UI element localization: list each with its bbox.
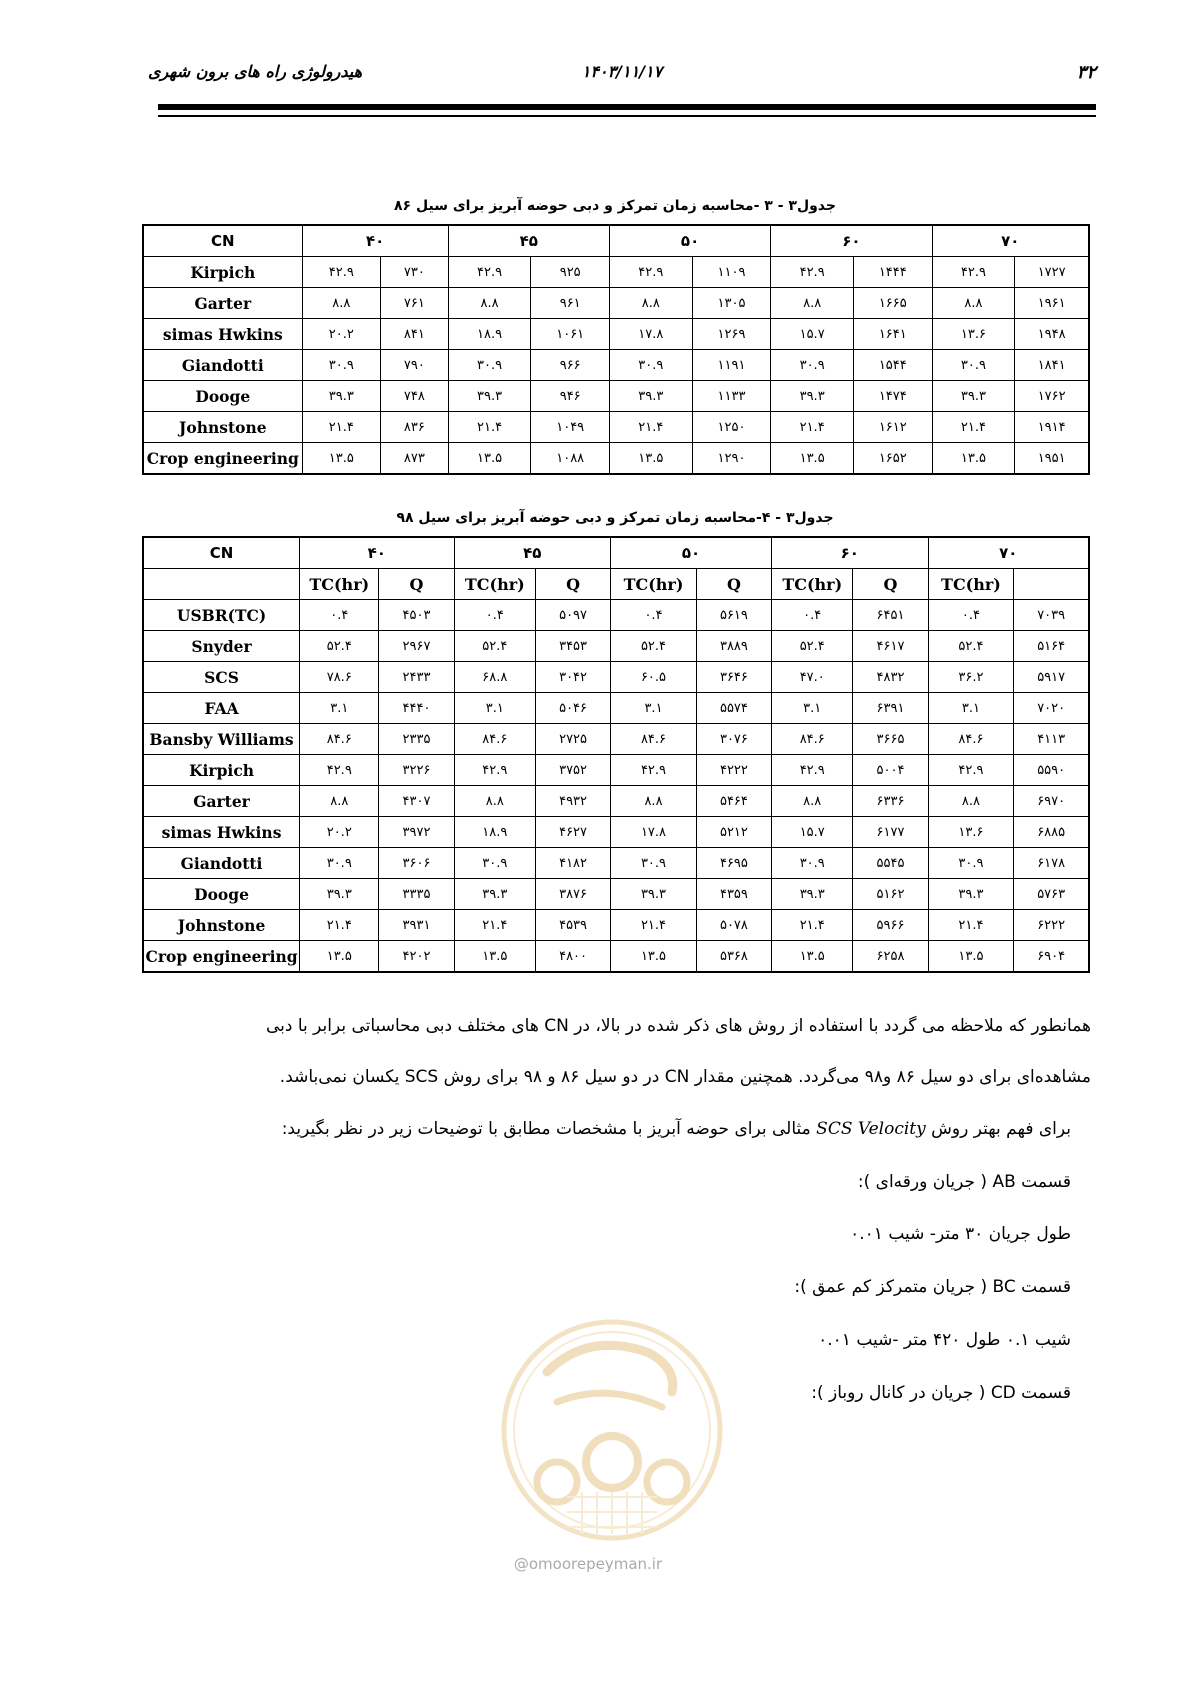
table1-cell: ۱۵۴۴ xyxy=(854,350,932,381)
table2-cell: ۳۸۸۹ xyxy=(696,631,771,662)
table2-cell: ۴۳۵۹ xyxy=(696,879,771,910)
table2-cell: ۳.۱ xyxy=(771,693,853,724)
table2-cell: ۸۴.۶ xyxy=(454,724,536,755)
table1 xyxy=(142,224,1090,475)
table1-cell: ۱۳.۵ xyxy=(771,443,854,475)
table1-cell: ۱۱۳۳ xyxy=(692,381,770,412)
table-row xyxy=(143,755,1089,786)
table2-cell: ۸۴.۶ xyxy=(611,724,697,755)
table2-subheader: TC(hr) xyxy=(611,569,697,600)
table2-cell: ۵۹۱۷ xyxy=(1014,662,1089,693)
table-row xyxy=(143,941,1089,973)
table2-cell: ۳۷۵۲ xyxy=(536,755,611,786)
table2-cell: ۶۳۳۶ xyxy=(853,786,928,817)
table2-cell: ۱۳.۵ xyxy=(611,941,697,973)
table1-cell: ۱۷۲۷ xyxy=(1015,257,1089,288)
table2-cell: ۳۶۶۵ xyxy=(853,724,928,755)
table2-cell: ۵۲.۴ xyxy=(928,631,1014,662)
table1-cn-value: ۵۰ xyxy=(609,225,770,257)
table1-cell: ۱۳.۶ xyxy=(932,319,1015,350)
table1-body xyxy=(143,225,1089,474)
table2-cell: ۳۰.۹ xyxy=(928,848,1014,879)
table2-cell: ۳۲۲۶ xyxy=(379,755,454,786)
table1-cn-header-row xyxy=(143,225,1089,257)
table1-cell: ۱۷۶۲ xyxy=(1015,381,1089,412)
table2-method-label: Kirpich xyxy=(143,755,300,786)
table2-subheader xyxy=(1014,569,1089,600)
table2-cell: ۵۴۶۴ xyxy=(696,786,771,817)
scs-velocity-term: SCS Velocity xyxy=(816,1119,926,1139)
table2-cell: ۴۵۰۳ xyxy=(379,600,454,631)
table2-cn-label: CN xyxy=(143,537,300,569)
table2-subheader: Q xyxy=(379,569,454,600)
table2-cell: ۱۳.۵ xyxy=(454,941,536,973)
table2-cell: ۸.۸ xyxy=(928,786,1014,817)
table1-cell: ۳۹.۳ xyxy=(302,381,380,412)
table2-method-label: Snyder xyxy=(143,631,300,662)
table2-cell: ۸.۸ xyxy=(611,786,697,817)
table2-method-label: Bansby Williams xyxy=(143,724,300,755)
table2 xyxy=(142,536,1090,973)
table2-cell: ۵۲.۴ xyxy=(611,631,697,662)
table2-cell: ۴۶۹۵ xyxy=(696,848,771,879)
table2-method-label: Crop engineering xyxy=(143,941,300,973)
table2-cell: ۴۱۱۳ xyxy=(1014,724,1089,755)
table2-cell: ۲۱.۴ xyxy=(771,910,853,941)
table2-method-label: Dooge xyxy=(143,879,300,910)
table2-cell: ۳۹.۳ xyxy=(928,879,1014,910)
table2-cell: ۴۱۸۲ xyxy=(536,848,611,879)
table2-cell: ۴۴۴۰ xyxy=(379,693,454,724)
table2-cell: ۰.۴ xyxy=(928,600,1014,631)
table2-cell: ۳۹.۳ xyxy=(771,879,853,910)
header-rule-thick xyxy=(158,104,1096,110)
running-title: هیدرولوژی راه های برون شهری xyxy=(148,62,363,81)
table1-cell: ۱۷.۸ xyxy=(609,319,692,350)
table2-cell: ۸.۸ xyxy=(300,786,379,817)
table1-cell: ۸.۸ xyxy=(771,288,854,319)
section-bc-detail: شیب ۰.۱ طول ۴۲۰ متر -شیب ۰.۰۱ xyxy=(818,1330,1071,1350)
table2-cell: ۴۲.۹ xyxy=(771,755,853,786)
table2-cn-value: ۶۰ xyxy=(771,537,928,569)
section-ab-detail: طول جریان ۳۰ متر- شیب ۰.۰۱ xyxy=(850,1224,1071,1244)
table1-cell: ۴۲.۹ xyxy=(448,257,531,288)
table2-method-label: simas Hwkins xyxy=(143,817,300,848)
table-row xyxy=(143,288,1089,319)
paragraph-line-1: همانطور که ملاحظه می گردد با استفاده از روش های ذکر شده در بالا، در CN های مختلف دبی محاسباتی برابر با دبی xyxy=(265,1016,1091,1036)
table2-cell: ۵۵۷۴ xyxy=(696,693,771,724)
section-ab-heading: قسمت AB ( جریان ورقه‌ای ): xyxy=(857,1172,1071,1192)
table1-method-label: Garter xyxy=(143,288,302,319)
table1-cell: ۷۴۸ xyxy=(381,381,449,412)
table2-body xyxy=(143,537,1089,972)
table2-cell: ۰.۴ xyxy=(611,600,697,631)
table2-cn-value: ۴۵ xyxy=(454,537,611,569)
table2-cell: ۱۵.۷ xyxy=(771,817,853,848)
table2-cell: ۶۱۷۷ xyxy=(853,817,928,848)
header-date: ۱۴۰۳/۱۱/۱۷ xyxy=(581,62,663,81)
table2-cell: ۱۳.۶ xyxy=(928,817,1014,848)
table2-cell: ۱۷.۸ xyxy=(611,817,697,848)
table2-cell: ۳.۱ xyxy=(928,693,1014,724)
table1-cn-value: ۶۰ xyxy=(771,225,932,257)
table2-cell: ۶۴۵۱ xyxy=(853,600,928,631)
table2-method-label: Johnstone xyxy=(143,910,300,941)
table1-cell: ۳۹.۳ xyxy=(448,381,531,412)
table2-cell: ۶۱۷۸ xyxy=(1014,848,1089,879)
table1-cell: ۳۹.۳ xyxy=(609,381,692,412)
table1-cell: ۴۲.۹ xyxy=(302,257,380,288)
table1-cell: ۲۱.۴ xyxy=(771,412,854,443)
table1-cell: ۱۹۴۸ xyxy=(1015,319,1089,350)
table2-cell: ۲۱.۴ xyxy=(300,910,379,941)
table2-cell: ۳.۱ xyxy=(300,693,379,724)
table2-cell: ۲۴۳۳ xyxy=(379,662,454,693)
table1-caption: جدول۳ - ۳ -محاسبه زمان تمرکز و دبی حوضه آبریز برای سیل ۸۶ xyxy=(394,198,836,214)
table1-cell: ۷۶۱ xyxy=(381,288,449,319)
table2-cell: ۲۱.۴ xyxy=(928,910,1014,941)
table1-cell: ۳۹.۳ xyxy=(932,381,1015,412)
table2-cn-header-row xyxy=(143,537,1089,569)
table1-cell: ۱۶۱۲ xyxy=(854,412,932,443)
table2-cell: ۳۸۷۶ xyxy=(536,879,611,910)
table1-cn-value: ۷۰ xyxy=(932,225,1089,257)
table2-cell: ۳۹.۳ xyxy=(611,879,697,910)
table2-cell: ۳۹.۳ xyxy=(300,879,379,910)
table-row xyxy=(143,600,1089,631)
table2-cell: ۴۲۰۲ xyxy=(379,941,454,973)
table2-cell: ۳۴۵۳ xyxy=(536,631,611,662)
table2-cell: ۱۳.۵ xyxy=(771,941,853,973)
paragraph-line-3 xyxy=(282,1119,1071,1139)
table2-cell: ۵۲.۴ xyxy=(300,631,379,662)
table1-cell: ۲۱.۴ xyxy=(609,412,692,443)
table2-cell: ۵۰۹۷ xyxy=(536,600,611,631)
table1-cell: ۱۶۵۲ xyxy=(854,443,932,475)
table2-cell: ۵۵۹۰ xyxy=(1014,755,1089,786)
table1-cell: ۱۰۴۹ xyxy=(531,412,609,443)
table1-cell: ۴۲.۹ xyxy=(609,257,692,288)
table2-cell: ۳۰.۹ xyxy=(771,848,853,879)
table2-subheader: TC(hr) xyxy=(771,569,853,600)
table2-cell: ۶۸۸۵ xyxy=(1014,817,1089,848)
table2-cell: ۸۴.۶ xyxy=(928,724,1014,755)
table-row xyxy=(143,319,1089,350)
table-row xyxy=(143,724,1089,755)
table2-cell: ۶۹۰۴ xyxy=(1014,941,1089,973)
table2-cell: ۱۳.۵ xyxy=(300,941,379,973)
table1-cell: ۸.۸ xyxy=(609,288,692,319)
table2-cell: ۶۰.۵ xyxy=(611,662,697,693)
table1-method-label: simas Hwkins xyxy=(143,319,302,350)
table1-cell: ۱۶۶۵ xyxy=(854,288,932,319)
table1-cell: ۲۱.۴ xyxy=(448,412,531,443)
table1-method-label: Kirpich xyxy=(143,257,302,288)
table1-cell: ۱۰۶۱ xyxy=(531,319,609,350)
table2-cell: ۴۷.۰ xyxy=(771,662,853,693)
table1-cell: ۳۹.۳ xyxy=(771,381,854,412)
table1-cell: ۱۴۷۴ xyxy=(854,381,932,412)
table2-cell: ۱۸.۹ xyxy=(454,817,536,848)
table1-cell: ۱۳.۵ xyxy=(448,443,531,475)
table1-cell: ۸۴۱ xyxy=(381,319,449,350)
table1-cell: ۴۲.۹ xyxy=(932,257,1015,288)
table2-cell: ۳۹۳۱ xyxy=(379,910,454,941)
table-row xyxy=(143,910,1089,941)
paragraph-line-3-start: برای فهم بهتر روش xyxy=(925,1119,1071,1139)
table2-cell: ۴۸۳۲ xyxy=(853,662,928,693)
table1-cell: ۱۸۴۱ xyxy=(1015,350,1089,381)
table2-cell: ۰.۴ xyxy=(454,600,536,631)
table2-cell: ۱۳.۵ xyxy=(928,941,1014,973)
table2-cell: ۳.۱ xyxy=(611,693,697,724)
table2-method-label: Giandotti xyxy=(143,848,300,879)
table2-cell: ۴۲.۹ xyxy=(454,755,536,786)
table1-cell: ۲۱.۴ xyxy=(932,412,1015,443)
table2-cell: ۴۲.۹ xyxy=(928,755,1014,786)
table1-cell: ۱۹۵۱ xyxy=(1015,443,1089,475)
table-row xyxy=(143,631,1089,662)
table2-cell: ۵۰۴۶ xyxy=(536,693,611,724)
table-row xyxy=(143,381,1089,412)
table2-subheader: Q xyxy=(696,569,771,600)
table1-cell: ۴۲.۹ xyxy=(771,257,854,288)
table1-cell: ۱۱۰۹ xyxy=(692,257,770,288)
table2-cell: ۲۹۶۷ xyxy=(379,631,454,662)
table1-cell: ۹۴۶ xyxy=(531,381,609,412)
table2-cell: ۴۸۰۰ xyxy=(536,941,611,973)
watermark-url: @omoorepeyman.ir xyxy=(513,1555,663,1573)
table2-cell: ۲۱.۴ xyxy=(454,910,536,941)
table2-cell: ۳.۱ xyxy=(454,693,536,724)
table2-cn-value: ۷۰ xyxy=(928,537,1089,569)
table2-subheader-blank xyxy=(143,569,300,600)
table1-cell: ۸.۸ xyxy=(448,288,531,319)
table2-cell: ۵۶۱۹ xyxy=(696,600,771,631)
table-row xyxy=(143,662,1089,693)
section-cd-heading: قسمت CD ( جریان در کانال روباز ): xyxy=(811,1383,1071,1403)
page-header xyxy=(148,62,1096,90)
table2-cn-value: ۴۰ xyxy=(300,537,454,569)
table2-cell: ۷۸.۶ xyxy=(300,662,379,693)
table-row xyxy=(143,879,1089,910)
table2-cell: ۳۰.۹ xyxy=(454,848,536,879)
table1-cell: ۳۰.۹ xyxy=(932,350,1015,381)
table2-cell: ۳۶.۲ xyxy=(928,662,1014,693)
table1-cell: ۱۱۹۱ xyxy=(692,350,770,381)
table2-cell: ۴۹۳۲ xyxy=(536,786,611,817)
table2-cell: ۸۴.۶ xyxy=(771,724,853,755)
table2-cell: ۵۵۴۵ xyxy=(853,848,928,879)
table-row xyxy=(143,848,1089,879)
table1-cell: ۱۹۱۴ xyxy=(1015,412,1089,443)
table1-cell: ۱۴۴۴ xyxy=(854,257,932,288)
table2-cell: ۷۰۲۰ xyxy=(1014,693,1089,724)
table2-cell: ۴۶۱۷ xyxy=(853,631,928,662)
table1-cell: ۱۳.۵ xyxy=(932,443,1015,475)
page-number: ۳۲ xyxy=(1076,62,1096,83)
table1-cell: ۷۳۰ xyxy=(381,257,449,288)
table2-cell: ۵۰۰۴ xyxy=(853,755,928,786)
table1-cn-label: CN xyxy=(143,225,302,257)
table1-cell: ۹۶۶ xyxy=(531,350,609,381)
table1-cell: ۱۰۸۸ xyxy=(531,443,609,475)
table1-cn-value: ۴۵ xyxy=(448,225,609,257)
section-bc-heading: قسمت BC ( جریان متمرکز کم عمق ): xyxy=(794,1277,1071,1297)
table2-cell: ۵۹۶۶ xyxy=(853,910,928,941)
table2-subheader: TC(hr) xyxy=(300,569,379,600)
table1-method-label: Johnstone xyxy=(143,412,302,443)
table1-cell: ۱۶۴۱ xyxy=(854,319,932,350)
table2-cell: ۶۲۵۸ xyxy=(853,941,928,973)
table2-cell: ۳۹.۳ xyxy=(454,879,536,910)
table2-cn-value: ۵۰ xyxy=(611,537,772,569)
table2-cell: ۵۱۶۲ xyxy=(853,879,928,910)
table2-cell: ۵۲.۴ xyxy=(771,631,853,662)
table-row xyxy=(143,817,1089,848)
table2-cell: ۸.۸ xyxy=(771,786,853,817)
table1-cn-value: ۴۰ xyxy=(302,225,448,257)
table2-cell: ۵۳۶۸ xyxy=(696,941,771,973)
table2-cell: ۳۶۴۶ xyxy=(696,662,771,693)
table1-method-label: Dooge xyxy=(143,381,302,412)
table2-cell: ۶۲۲۲ xyxy=(1014,910,1089,941)
table2-cell: ۷۰۳۹ xyxy=(1014,600,1089,631)
table1-cell: ۳۰.۹ xyxy=(302,350,380,381)
paragraph-line-3-end: مثالی برای حوضه آبریز با مشخصات مطابق با توضیحات زیر در نظر بگیرید: xyxy=(281,1119,817,1139)
table1-cell: ۳۰.۹ xyxy=(771,350,854,381)
table1-cell: ۸.۸ xyxy=(932,288,1015,319)
table2-caption: جدول۳ - ۴-محاسبه زمان تمرکز و دبی حوضه آبریز برای سیل ۹۸ xyxy=(396,510,834,526)
table-row xyxy=(143,350,1089,381)
watermark-logo xyxy=(497,1312,727,1557)
table2-cell: ۴۲.۹ xyxy=(611,755,697,786)
table1-cell: ۱۳.۵ xyxy=(609,443,692,475)
table2-cell: ۵۲۱۲ xyxy=(696,817,771,848)
table-row xyxy=(143,693,1089,724)
table1-cell: ۱۲۶۹ xyxy=(692,319,770,350)
table2-cell: ۲۷۲۵ xyxy=(536,724,611,755)
table2-cell: ۲۱.۴ xyxy=(611,910,697,941)
table2-method-label: Garter xyxy=(143,786,300,817)
table2-cell: ۴۲۲۲ xyxy=(696,755,771,786)
table2-cell: ۶۹۷۰ xyxy=(1014,786,1089,817)
table2-subheader: Q xyxy=(853,569,928,600)
table2-cell: ۳۶۰۶ xyxy=(379,848,454,879)
table2-cell: ۶۳۹۱ xyxy=(853,693,928,724)
table2-subheader: TC(hr) xyxy=(454,569,536,600)
table1-cell: ۲۰.۲ xyxy=(302,319,380,350)
table2-cell: ۴۶۲۷ xyxy=(536,817,611,848)
table2-cell: ۳۰۴۲ xyxy=(536,662,611,693)
table1-cell: ۸.۸ xyxy=(302,288,380,319)
table1-cell: ۱۳۰۵ xyxy=(692,288,770,319)
table1-cell: ۷۹۰ xyxy=(381,350,449,381)
table2-method-label: FAA xyxy=(143,693,300,724)
table1-method-label: Crop engineering xyxy=(143,443,302,475)
table1-cell: ۱۹۶۱ xyxy=(1015,288,1089,319)
table2-cell: ۳۰.۹ xyxy=(611,848,697,879)
table2-cell: ۲۳۳۵ xyxy=(379,724,454,755)
table2-cell: ۸.۸ xyxy=(454,786,536,817)
table2-cell: ۵۲.۴ xyxy=(454,631,536,662)
table1-cell: ۸۳۶ xyxy=(381,412,449,443)
table1-cell: ۸۷۳ xyxy=(381,443,449,475)
table1-cell: ۹۶۱ xyxy=(531,288,609,319)
table-row xyxy=(143,786,1089,817)
table2-cell: ۸۴.۶ xyxy=(300,724,379,755)
paragraph-line-2: مشاهده‌ای برای دو سیل ۸۶ و۹۸ می‌گردد. همچنین مقدار CN در دو سیل ۸۶ و ۹۸ برای روش SCS یکسان نمی‌باشد. xyxy=(279,1067,1091,1087)
table-row xyxy=(143,443,1089,475)
table2-method-label: SCS xyxy=(143,662,300,693)
table1-cell: ۱۲۵۰ xyxy=(692,412,770,443)
table1-cell: ۳۰.۹ xyxy=(448,350,531,381)
table-row xyxy=(143,412,1089,443)
table1-cell: ۳۰.۹ xyxy=(609,350,692,381)
table1-method-label: Giandotti xyxy=(143,350,302,381)
table2-cell: ۲۰.۲ xyxy=(300,817,379,848)
table1-cell: ۱۸.۹ xyxy=(448,319,531,350)
table2-method-label: USBR(TC) xyxy=(143,600,300,631)
table2-cell: ۵۷۶۳ xyxy=(1014,879,1089,910)
header-rule-thin xyxy=(158,115,1096,117)
table1-cell: ۱۵.۷ xyxy=(771,319,854,350)
table2-cell: ۳۰۷۶ xyxy=(696,724,771,755)
table2-subheader: Q xyxy=(536,569,611,600)
table2-cell: ۳۰.۹ xyxy=(300,848,379,879)
table2-cell: ۶۸.۸ xyxy=(454,662,536,693)
table2-cell: ۵۰۷۸ xyxy=(696,910,771,941)
table1-cell: ۱۳.۵ xyxy=(302,443,380,475)
table2-cell: ۴۵۳۹ xyxy=(536,910,611,941)
table2-cell: ۵۱۶۴ xyxy=(1014,631,1089,662)
table2-cell: ۰.۴ xyxy=(300,600,379,631)
table2-cell: ۳۳۳۵ xyxy=(379,879,454,910)
table2-cell: ۴۲.۹ xyxy=(300,755,379,786)
table2-subheader: TC(hr) xyxy=(928,569,1014,600)
table2-cell: ۰.۴ xyxy=(771,600,853,631)
table-row xyxy=(143,257,1089,288)
table2-cell: ۴۳۰۷ xyxy=(379,786,454,817)
table1-cell: ۹۲۵ xyxy=(531,257,609,288)
table2-cell: ۳۹۷۲ xyxy=(379,817,454,848)
table1-cell: ۱۲۹۰ xyxy=(692,443,770,475)
table1-cell: ۲۱.۴ xyxy=(302,412,380,443)
table2-subheader-row xyxy=(143,569,1089,600)
